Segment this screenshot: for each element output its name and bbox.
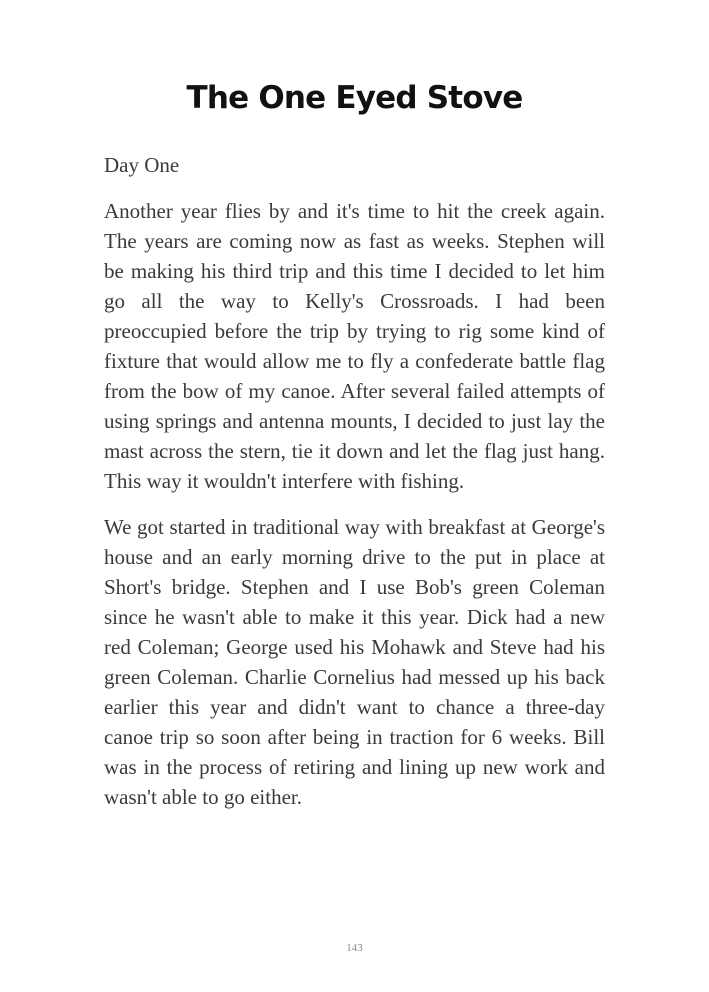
paragraph-1: Another year flies by and it's time to hit the creek again. The years are coming now as fast as weeks. Stephen will be making his third trip and this time I decided to let him go all the way to Kelly's Crossroads. I had been preoccupied before the trip by trying to rig some kind of fixture that would allow me to fly a confederate battle flag from the bow of my canoe. After several failed attempts of using springs and antenna mounts, I decided to just lay the mast across the stern, tie it down and let the flag just hang. This way it wouldn't interfere with fishing. [104,199,605,493]
section-heading: Day One [104,153,180,177]
paragraph-2: We got started in traditional way with breakfast at George's house and an early morning drive to the put in place at Short's bridge. Stephen and I use Bob's green Coleman since he wasn't able to make it this year. Dick had a new red Coleman; George used his Mohawk and Steve had his green Coleman. Charlie Cornelius had messed up his back earlier this year and didn't want to chance a three-day canoe trip so soon after being in traction for 6 weeks. Bill was in the process of retiring and lining up new work and wasn't able to go either. [104,515,605,809]
page-number: 143 [346,942,363,954]
chapter-body [104,150,605,812]
chapter-title: The One Eyed Stove [186,80,523,116]
